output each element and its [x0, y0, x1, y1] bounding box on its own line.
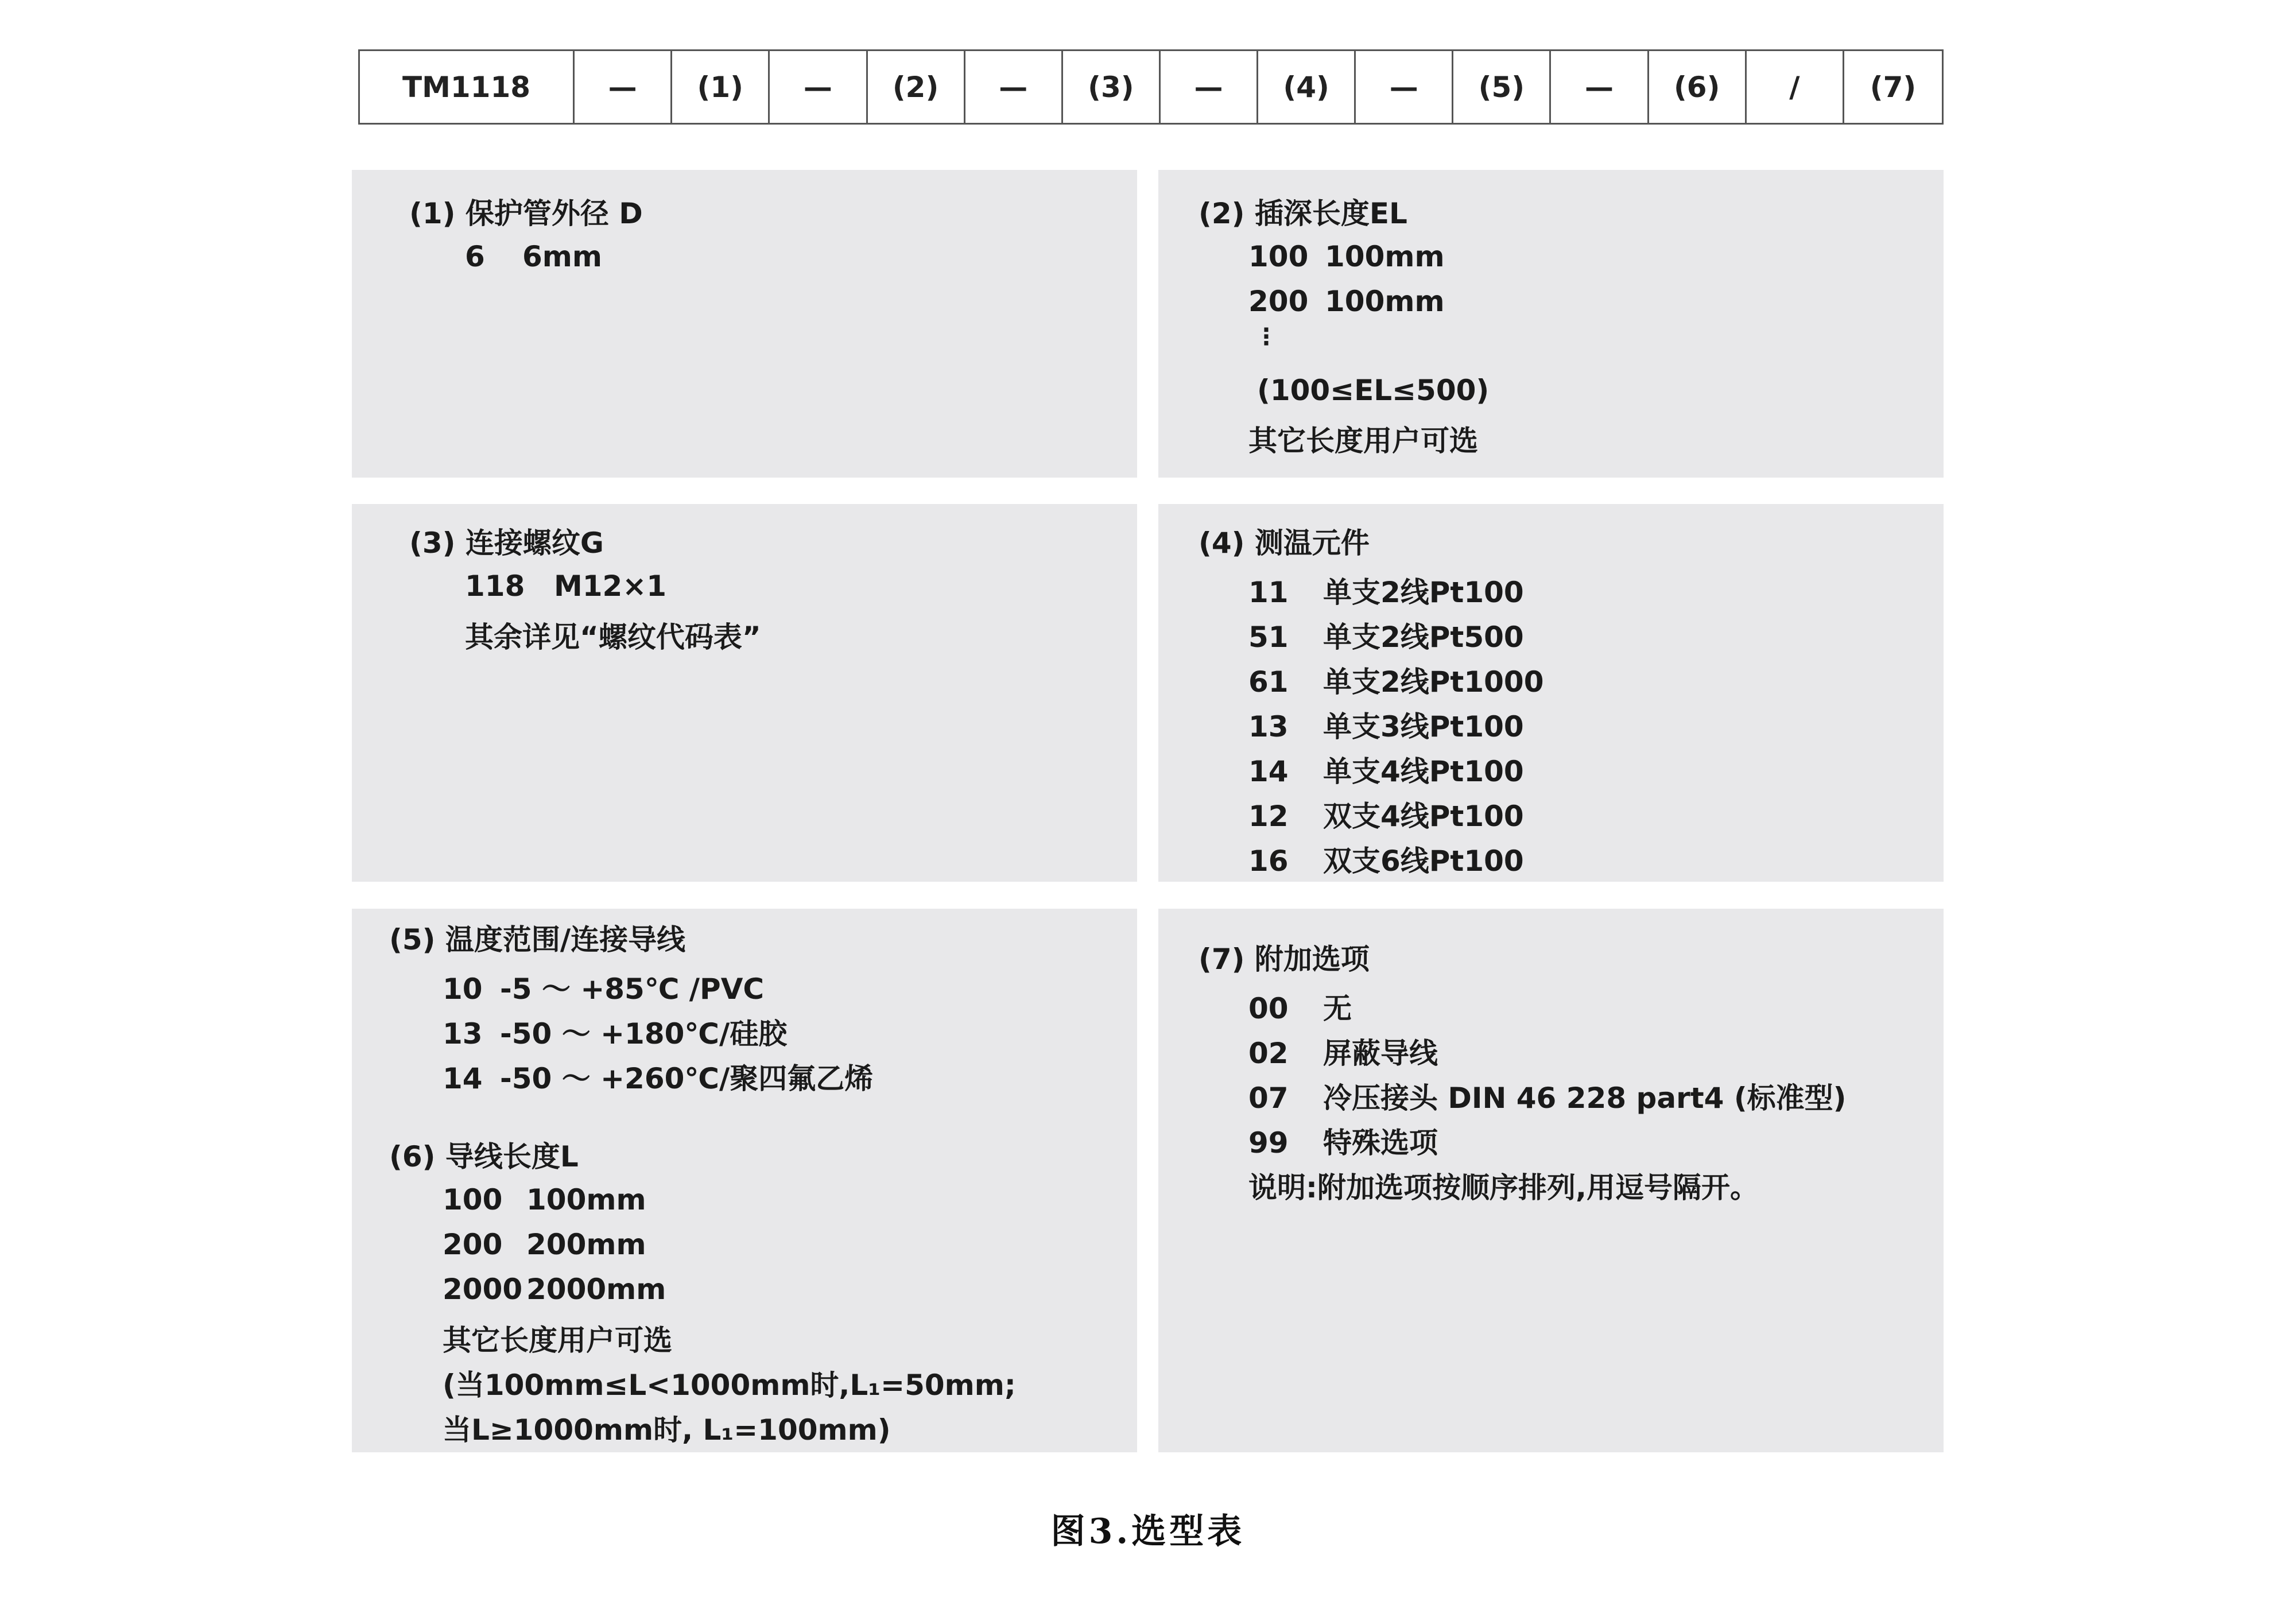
panel-title: (5) 温度范围/连接导线	[389, 923, 686, 956]
option-desc: 双支6线Pt100	[1323, 844, 1524, 878]
panel-title: (2) 插深长度EL	[1199, 197, 1407, 230]
option-code: 02	[1248, 1037, 1289, 1070]
code-cell-model: TM1118	[360, 51, 575, 123]
option-code: 07	[1248, 1081, 1289, 1115]
option-row	[443, 1273, 666, 1306]
code-cell-4: (4)	[1258, 51, 1356, 123]
option-code: 100	[1248, 240, 1309, 273]
option-desc: 单支2线Pt1000	[1323, 665, 1544, 699]
option-row	[1248, 749, 1524, 790]
option-desc: 100mm	[1325, 285, 1445, 318]
option-code: 2000	[443, 1273, 523, 1306]
option-desc: 双支4线Pt100	[1323, 800, 1524, 833]
code-cell-1: (1)	[672, 51, 770, 123]
code-cell-dash: —	[770, 51, 867, 123]
panel-title: (3) 连接螺纹G	[409, 526, 604, 560]
option-code: 10	[443, 972, 483, 1006]
option-row	[1248, 285, 1445, 318]
option-desc: 单支3线Pt100	[1323, 710, 1524, 743]
option-desc: -50 ～ +180℃/硅胶	[500, 1017, 788, 1050]
option-code: 118	[465, 569, 525, 603]
option-row	[1248, 659, 1544, 700]
code-cell-dash: —	[575, 51, 672, 123]
option-code: 11	[1248, 576, 1289, 609]
option-row	[1248, 838, 1524, 879]
code-cell-slash: /	[1747, 51, 1844, 123]
option-desc: -5 ～ +85℃ /PVC	[500, 972, 765, 1006]
option-row	[443, 966, 764, 1007]
panel-temperature-and-lead	[352, 909, 1137, 1452]
option-code: 00	[1248, 992, 1289, 1025]
option-desc: 无	[1323, 992, 1352, 1025]
option-row	[443, 1228, 646, 1261]
figure-caption: 图3.选型表	[1050, 1511, 1246, 1552]
panel-thread	[352, 504, 1137, 882]
option-row	[1248, 240, 1445, 273]
option-desc: 屏蔽导线	[1323, 1037, 1438, 1070]
panel-subtitle-lead-length: (6) 导线长度L	[389, 1140, 579, 1173]
option-code: 6	[465, 240, 485, 273]
option-desc: M12×1	[554, 569, 667, 603]
option-row	[465, 569, 666, 603]
option-row	[1248, 704, 1524, 745]
code-cell-dash: —	[1161, 51, 1258, 123]
option-code: 200	[443, 1228, 503, 1261]
option-code: 61	[1248, 665, 1289, 699]
option-desc: 2000mm	[526, 1273, 666, 1306]
panel-additional-options	[1158, 909, 1944, 1452]
option-code: 99	[1248, 1126, 1289, 1160]
option-row	[1248, 1075, 1847, 1116]
option-code: 200	[1248, 285, 1309, 318]
panel-sensing-element	[1158, 504, 1944, 882]
option-row	[443, 1056, 873, 1097]
option-row	[1248, 614, 1524, 656]
option-desc: 单支2线Pt500	[1323, 621, 1524, 654]
option-code: 14	[1248, 755, 1289, 788]
code-cell-2: (2)	[868, 51, 965, 123]
lead-length-rule: 当L≥1000mm时, L₁=100mm)	[443, 1413, 891, 1447]
option-desc: 200mm	[526, 1228, 646, 1261]
code-cell-7: (7)	[1870, 70, 1917, 104]
panel-title: (1) 保护管外径 D	[409, 197, 643, 230]
model-code-strip	[358, 49, 1944, 125]
option-row	[443, 1011, 787, 1052]
option-row	[443, 1183, 646, 1216]
code-cell-5: (5)	[1453, 51, 1551, 123]
option-code: 16	[1248, 844, 1289, 878]
option-desc: 单支4线Pt100	[1323, 755, 1524, 788]
option-desc: 单支2线Pt100	[1323, 576, 1524, 609]
panel-outer-diameter	[352, 170, 1137, 478]
ellipsis-dots: ⋮	[1255, 324, 1278, 350]
code-cell-dash: —	[1356, 51, 1453, 123]
option-row	[1248, 793, 1524, 835]
option-code: 51	[1248, 621, 1289, 654]
options-explanation: 说明:附加选项按顺序排列,用逗号隔开。	[1248, 1171, 1759, 1204]
option-row	[1248, 986, 1352, 1027]
option-desc: -50 ～ +260℃/聚四氟乙烯	[500, 1062, 874, 1095]
option-row	[1248, 1030, 1438, 1072]
option-code: 13	[443, 1017, 483, 1050]
option-code: 12	[1248, 800, 1289, 833]
option-desc: 6mm	[522, 240, 602, 273]
option-code: 13	[1248, 710, 1289, 743]
code-cell-6: (6)	[1649, 51, 1747, 123]
option-desc: 冷压接头 DIN 46 228 part4 (标准型)	[1323, 1081, 1847, 1115]
panel-insertion-length	[1158, 170, 1944, 478]
option-desc: 100mm	[1325, 240, 1445, 273]
option-desc: 特殊选项	[1323, 1126, 1438, 1160]
option-row	[1248, 569, 1524, 611]
lead-length-rule: (当100mm≤L<1000mm时,L₁=50mm;	[443, 1368, 1016, 1402]
option-row	[1248, 1120, 1438, 1161]
option-code: 14	[443, 1062, 483, 1095]
option-code: 100	[443, 1183, 503, 1216]
range-note: (100≤EL≤500)	[1257, 374, 1490, 407]
option-desc: 100mm	[526, 1183, 646, 1216]
code-cell-3: (3)	[1063, 51, 1161, 123]
code-cell-dash: —	[1551, 51, 1649, 123]
panel-title: (7) 附加选项	[1199, 943, 1370, 976]
code-cell-dash: —	[965, 51, 1063, 123]
panel-title: (4) 测温元件	[1199, 526, 1370, 560]
thread-table-note: 其余详见“螺纹代码表”	[465, 621, 761, 654]
other-length-note: 其它长度用户可选	[1248, 424, 1478, 458]
option-row	[465, 240, 602, 273]
other-length-note: 其它长度用户可选	[443, 1324, 672, 1357]
